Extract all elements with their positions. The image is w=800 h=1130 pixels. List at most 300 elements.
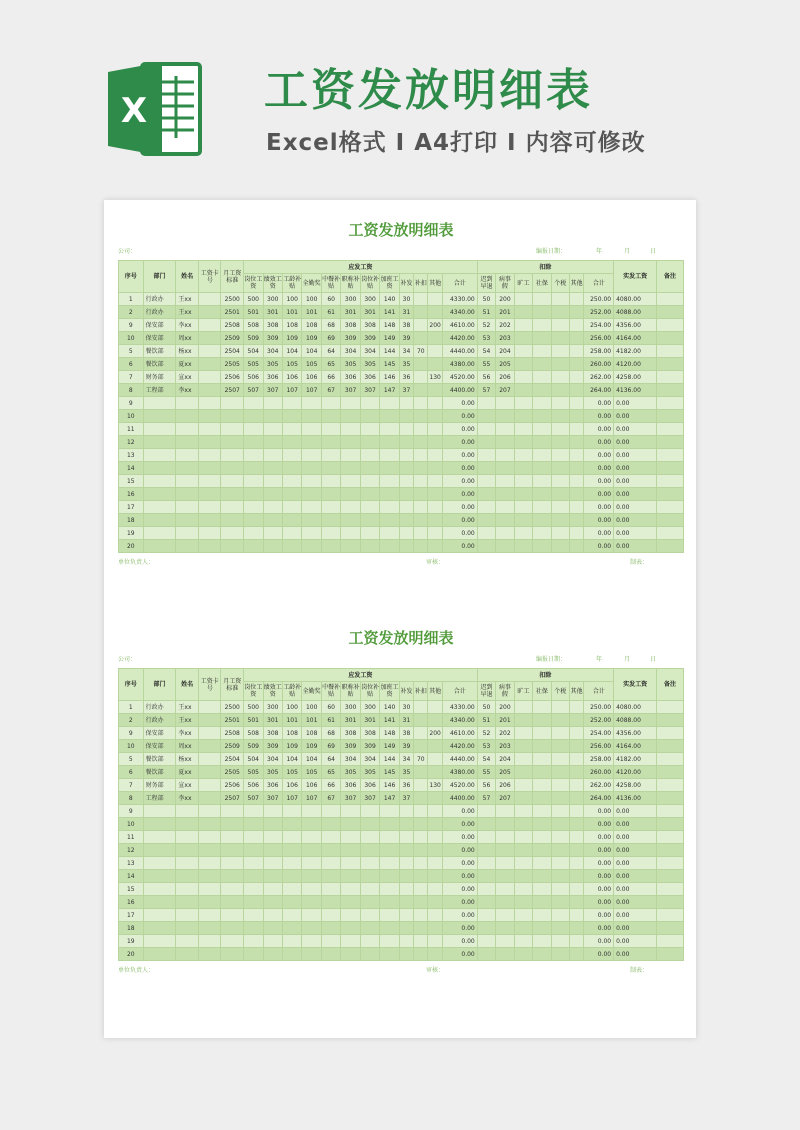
cell-std [221,831,244,844]
cell-payable [428,306,442,319]
cell-deduct-total: 254.00 [584,319,614,332]
cell-payable [414,410,428,423]
cell-deduct [570,397,584,410]
cell-payable: 61 [321,714,340,727]
cell-payable: 300 [263,293,282,306]
cell-deduct-total: 0.00 [584,870,614,883]
cell-payable: 304 [360,753,379,766]
cell-deduct [514,857,532,870]
cell-note [657,488,684,501]
cell-payable: 35 [399,358,413,371]
cell-deduct-total: 0.00 [584,540,614,553]
cell-payable [244,475,263,488]
cell-payable [302,935,321,948]
header-payable-item: 其他 [428,274,442,293]
cell-payable [341,909,360,922]
cell-payable [263,462,282,475]
cell-deduct [551,727,569,740]
cell-payable [341,501,360,514]
table-row [119,870,684,883]
table-row [119,319,684,332]
cell-payable [321,488,340,501]
cell-deduct [533,306,551,319]
cell-payable [341,488,360,501]
cell-payable: 307 [360,792,379,805]
cell-name: 王xx [176,714,199,727]
cell-payable [360,818,379,831]
cell-deduct-total: 0.00 [584,488,614,501]
cell-std [221,805,244,818]
cell-payable [263,805,282,818]
cell-name [176,397,199,410]
cell-note [657,818,684,831]
cell-payable [414,922,428,935]
cell-deduct-total: 0.00 [584,449,614,462]
cell-deduct: 205 [496,766,514,779]
cell-deduct [496,501,514,514]
cell-name: 宣xx [176,779,199,792]
cell-payable [282,818,301,831]
cell-deduct [514,818,532,831]
cell-std: 2504 [221,345,244,358]
cell-name [176,514,199,527]
cell-deduct [570,844,584,857]
cell-payable-total: 4380.00 [442,766,477,779]
cell-payable: 64 [321,753,340,766]
cell-payable [302,818,321,831]
cell-payable [414,514,428,527]
cell-deduct [514,423,532,436]
cell-net: 0.00 [614,831,657,844]
cell-payable [380,948,399,961]
cell-dept [143,527,176,540]
cell-std: 2500 [221,701,244,714]
cell-payable: 100 [282,293,301,306]
cell-net: 4356.00 [614,319,657,332]
cell-std [221,896,244,909]
cell-payable [321,462,340,475]
cell-payable [428,293,442,306]
cell-deduct: 206 [496,371,514,384]
cell-deduct: 201 [496,714,514,727]
cell-payable [414,818,428,831]
cell-payable [428,540,442,553]
cell-deduct: 56 [477,371,495,384]
cell-card [198,449,221,462]
cell-payable [414,792,428,805]
cell-payable [282,488,301,501]
table-row [119,345,684,358]
header-deduct-group: 扣除 [477,669,613,682]
cell-payable: 36 [399,779,413,792]
cell-payable [321,857,340,870]
cell-deduct [477,540,495,553]
cell-deduct [477,805,495,818]
cell-payable [428,397,442,410]
cell-payable-total: 0.00 [442,935,477,948]
cell-dept: 保安部 [143,319,176,332]
cell-dept [143,462,176,475]
cell-payable: 108 [282,319,301,332]
cell-seq: 10 [119,818,144,831]
cell-payable: 305 [360,358,379,371]
cell-card [198,779,221,792]
cell-card [198,527,221,540]
cell-payable [399,436,413,449]
table-row [119,306,684,319]
header-deduct-item: 合计 [584,682,614,701]
cell-deduct [551,714,569,727]
cell-payable: 105 [282,358,301,371]
cell-payable [341,449,360,462]
sheet-title: 工资发放明细表 [348,221,454,239]
cell-dept: 财务部 [143,779,176,792]
cell-payable [414,740,428,753]
cell-deduct-total: 262.00 [584,371,614,384]
cell-payable [302,488,321,501]
cell-payable [428,844,442,857]
cell-payable: 109 [282,332,301,345]
cell-deduct [551,384,569,397]
header-payable-item: 补扣 [414,274,428,293]
cell-payable [360,883,379,896]
table-row [119,436,684,449]
cell-payable [321,844,340,857]
table-row [119,384,684,397]
cell-net: 0.00 [614,805,657,818]
cell-deduct [551,792,569,805]
cell-payable-total: 0.00 [442,488,477,501]
cell-payable [341,948,360,961]
cell-payable: 106 [282,371,301,384]
header-deduct-item: 合计 [584,274,614,293]
cell-payable [321,818,340,831]
cell-deduct [533,345,551,358]
cell-note [657,701,684,714]
cell-payable [399,475,413,488]
cell-seq: 6 [119,358,144,371]
header-payable-item: 岗位补贴 [360,682,379,701]
cell-seq: 16 [119,896,144,909]
cell-deduct [551,870,569,883]
cell-deduct [551,371,569,384]
cell-card [198,922,221,935]
cell-payable: 301 [341,306,360,319]
cell-note [657,423,684,436]
cell-payable: 307 [263,384,282,397]
cell-payable [263,896,282,909]
cell-payable: 108 [282,727,301,740]
cell-deduct-total: 0.00 [584,831,614,844]
cell-name: 夏xx [176,766,199,779]
cell-name [176,449,199,462]
cell-payable: 301 [263,714,282,727]
sign-head-label: 单位负责人： [118,967,155,974]
cell-payable [244,831,263,844]
cell-note [657,384,684,397]
cell-seq: 10 [119,332,144,345]
cell-deduct: 203 [496,740,514,753]
cell-dept: 行政办 [143,306,176,319]
cell-payable [244,857,263,870]
cell-std: 2509 [221,740,244,753]
header-deduct-item: 个税 [551,682,569,701]
cell-payable [263,857,282,870]
cell-payable [380,436,399,449]
cell-dept: 财务部 [143,371,176,384]
cell-deduct [477,475,495,488]
table-row [119,792,684,805]
cell-note [657,766,684,779]
cell-deduct [570,818,584,831]
cell-deduct [514,844,532,857]
cell-net: 0.00 [614,896,657,909]
cell-card [198,844,221,857]
cell-deduct [551,462,569,475]
cell-payable-total: 0.00 [442,844,477,857]
cell-deduct: 54 [477,345,495,358]
cell-payable [428,436,442,449]
cell-deduct [570,527,584,540]
cell-deduct [514,792,532,805]
cell-payable [399,883,413,896]
cell-payable [428,870,442,883]
cell-dept: 餐饮部 [143,753,176,766]
header-deduct-item: 病事假 [496,682,514,701]
cell-payable: 107 [282,792,301,805]
cell-net: 4088.00 [614,306,657,319]
cell-deduct [533,436,551,449]
cell-note [657,844,684,857]
cell-deduct-total: 258.00 [584,753,614,766]
cell-name: 杨xx [176,753,199,766]
header-card: 工资卡号 [198,669,221,701]
table-row [119,371,684,384]
cell-seq: 9 [119,397,144,410]
cell-deduct [570,345,584,358]
cell-deduct [477,410,495,423]
cell-payable [414,805,428,818]
cell-payable [282,475,301,488]
cell-deduct-total: 256.00 [584,332,614,345]
cell-dept [143,410,176,423]
cell-payable [321,527,340,540]
cell-payable: 68 [321,727,340,740]
cell-deduct [551,740,569,753]
cell-name [176,423,199,436]
table-row [119,701,684,714]
cell-payable: 306 [341,371,360,384]
cell-std [221,449,244,462]
cell-payable: 67 [321,792,340,805]
cell-deduct [514,384,532,397]
cell-payable: 105 [302,766,321,779]
cell-payable [414,727,428,740]
header-payable-item: 绩效工资 [263,682,282,701]
cell-payable [302,475,321,488]
cell-std: 2504 [221,753,244,766]
cell-std [221,948,244,961]
table-row [119,462,684,475]
cell-payable [428,753,442,766]
cell-seq: 13 [119,857,144,870]
cell-payable: 144 [380,753,399,766]
header-note: 备注 [657,261,684,293]
cell-card [198,909,221,922]
cell-std [221,462,244,475]
table-row [119,475,684,488]
cell-payable [282,397,301,410]
cell-payable-total: 0.00 [442,857,477,870]
header-deduct-group: 扣除 [477,261,613,274]
cell-deduct [570,935,584,948]
cell-payable [263,423,282,436]
cell-payable [244,844,263,857]
cell-payable [414,935,428,948]
date-month: 月 [624,248,631,255]
header-payable-item: 岗位工资 [244,682,263,701]
cell-payable: 306 [360,779,379,792]
cell-deduct: 201 [496,306,514,319]
cell-payable: 39 [399,740,413,753]
cell-deduct [533,332,551,345]
cell-payable: 108 [302,319,321,332]
cell-payable [282,540,301,553]
cell-deduct-total: 254.00 [584,727,614,740]
cell-card [198,423,221,436]
cell-payable: 141 [380,306,399,319]
cell-deduct [477,436,495,449]
cell-payable: 307 [360,384,379,397]
cell-deduct [551,948,569,961]
cell-seq: 16 [119,488,144,501]
cell-std [221,514,244,527]
cell-payable [302,501,321,514]
cell-dept [143,436,176,449]
cell-payable [428,488,442,501]
cell-note [657,753,684,766]
cell-std [221,909,244,922]
cell-deduct [514,462,532,475]
cell-deduct [551,935,569,948]
cell-deduct [570,727,584,740]
cell-deduct-total: 0.00 [584,935,614,948]
date-month: 月 [624,656,631,663]
cell-payable [263,870,282,883]
cell-deduct [514,896,532,909]
cell-dept [143,818,176,831]
cell-deduct: 205 [496,358,514,371]
cell-payable: 300 [341,701,360,714]
cell-payable-total: 4340.00 [442,306,477,319]
header-deduct-item: 社保 [533,274,551,293]
cell-payable [380,527,399,540]
cell-dept [143,501,176,514]
cell-payable-total: 0.00 [442,514,477,527]
cell-payable [414,501,428,514]
cell-deduct-total: 0.00 [584,475,614,488]
cell-std [221,488,244,501]
cell-payable [341,883,360,896]
cell-deduct [551,909,569,922]
cell-payable [341,436,360,449]
cell-payable-total: 4440.00 [442,345,477,358]
cell-payable [399,831,413,844]
cell-seq: 10 [119,410,144,423]
cell-payable [341,922,360,935]
cell-payable [244,462,263,475]
cell-deduct [496,805,514,818]
cell-dept [143,896,176,909]
cell-payable [244,870,263,883]
cell-payable [321,449,340,462]
sign-review-label: 审核： [426,559,445,566]
cell-payable: 101 [282,306,301,319]
cell-payable [302,527,321,540]
cell-payable [341,805,360,818]
cell-payable [244,909,263,922]
cell-deduct [533,501,551,514]
cell-deduct [496,870,514,883]
cell-payable [380,805,399,818]
cell-deduct [570,358,584,371]
cell-card [198,514,221,527]
cell-payable: 305 [263,766,282,779]
cell-payable [282,870,301,883]
cell-payable [428,909,442,922]
cell-deduct-total: 264.00 [584,792,614,805]
header-payable-item: 合计 [442,682,477,701]
cell-payable [244,423,263,436]
cell-payable [341,935,360,948]
cell-deduct [496,488,514,501]
cell-payable [399,844,413,857]
cell-payable [414,714,428,727]
cell-payable [321,948,340,961]
cell-payable [399,922,413,935]
cell-deduct: 207 [496,384,514,397]
cell-payable [360,935,379,948]
header-seq: 序号 [119,261,144,293]
cell-deduct [514,332,532,345]
cell-payable [414,475,428,488]
cell-payable: 507 [244,384,263,397]
cell-deduct-total: 252.00 [584,714,614,727]
cell-deduct [551,449,569,462]
cell-card [198,384,221,397]
cell-note [657,527,684,540]
header-payable-item: 其他 [428,682,442,701]
cell-payable: 309 [263,740,282,753]
cell-payable [341,844,360,857]
cell-payable [360,527,379,540]
cell-payable [341,540,360,553]
cell-seq: 10 [119,740,144,753]
cell-payable [282,423,301,436]
cell-payable [244,501,263,514]
cell-payable [244,818,263,831]
cell-payable [341,397,360,410]
table-row [119,358,684,371]
cell-payable [263,514,282,527]
header-banner [0,0,800,190]
cell-deduct [551,831,569,844]
cell-payable [341,423,360,436]
cell-dept: 保安部 [143,740,176,753]
cell-note [657,805,684,818]
cell-deduct [533,714,551,727]
cell-payable [380,831,399,844]
